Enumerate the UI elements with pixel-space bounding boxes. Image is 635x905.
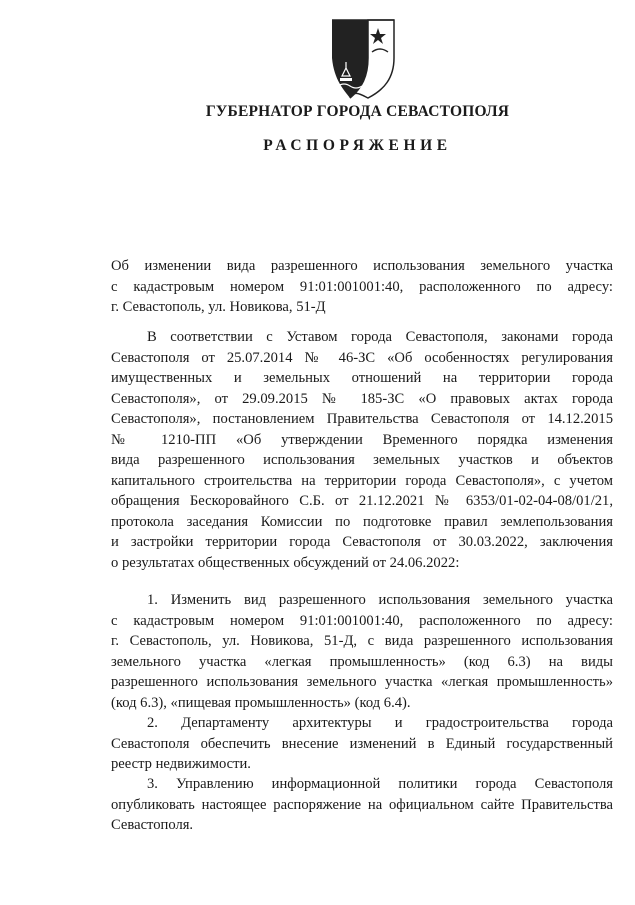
preamble-line: Севастополя», постановлением Правительства Севастополя от 14.12.2015	[111, 411, 613, 427]
preamble-line: Севастополя от 25.07.2014 № 46-ЗС «Об особенностях регулирования	[111, 349, 613, 366]
item-line: реестр недвижимости.	[111, 756, 251, 772]
order-item-1	[111, 590, 613, 713]
issuer-title: ГУБЕРНАТОР ГОРОДА СЕВАСТОПОЛЯ	[205, 103, 510, 120]
preamble-line: капитального строительства на территории города Севастополя», с учетом	[111, 472, 613, 489]
item-line: (код 6.3), «пищевая промышленность» (код 6.4).	[111, 694, 411, 711]
item-line: земельного участка «легкая промышленность» (код 6.3) на виды	[111, 653, 613, 670]
subject-line: г. Севастополь, ул. Новикова, 51-Д	[111, 299, 326, 315]
document-subject	[111, 256, 613, 318]
preamble-line: № 1210-ПП «Об утверждении Временного порядка изменения	[111, 431, 613, 448]
item-line: 2. Департаменту архитектуры и градостроительства города	[147, 715, 613, 731]
preamble-line: В соответствии с Уставом города Севастополя, законами города	[147, 329, 613, 345]
preamble-line: имущественных и земельных отношений на территории города	[111, 370, 613, 386]
item-line: разрешенного использования земельного участка «легкая промышленность»	[111, 674, 613, 690]
preamble-paragraph	[111, 327, 613, 573]
item-line: с кадастровым номером 91:01:001001:40, расположенного по адресу:	[111, 612, 613, 629]
document-type: РАСПОРЯЖЕНИЕ	[263, 137, 452, 154]
item-line: 1. Изменить вид разрешенного использования земельного участка	[147, 592, 613, 608]
item-line: Севастополя обеспечить внесение изменений в Единый государственный	[111, 735, 613, 752]
item-line: опубликовать настоящее распоряжение на официальном сайте Правительства	[111, 796, 613, 813]
order-item-3	[111, 774, 613, 836]
order-item-2	[111, 713, 613, 775]
preamble-line: и застройки территории города Севастополя от 30.03.2022, заключения	[111, 534, 613, 550]
item-line: 3. Управлению информационной политики города Севастополя	[147, 776, 613, 792]
preamble-line: вида разрешенного использования земельных участков и объектов	[111, 452, 613, 468]
preamble-line: обращения Бескоровайного С.Б. от 21.12.2021 № 6353/01-02-04-08/01/21,	[111, 493, 613, 509]
item-line: Севастополя.	[111, 817, 194, 833]
subject-line: Об изменении вида разрешенного использования земельного участка	[111, 258, 613, 274]
preamble-line: протокола заседания Комиссии по подготовке правил землепользования	[111, 513, 613, 530]
preamble-line: о результатах общественных обсуждений от 24.06.2022:	[111, 554, 460, 571]
subject-line: с кадастровым номером 91:01:001001:40, расположенного по адресу:	[111, 278, 613, 295]
item-line: г. Севастополь, ул. Новикова, 51-Д, с вида разрешенного использования	[111, 633, 613, 649]
sevastopol-coat-of-arms-icon	[330, 18, 396, 100]
preamble-line: Севастополя», от 29.09.2015 № 185-ЗС «О правовых актах города	[111, 390, 613, 407]
